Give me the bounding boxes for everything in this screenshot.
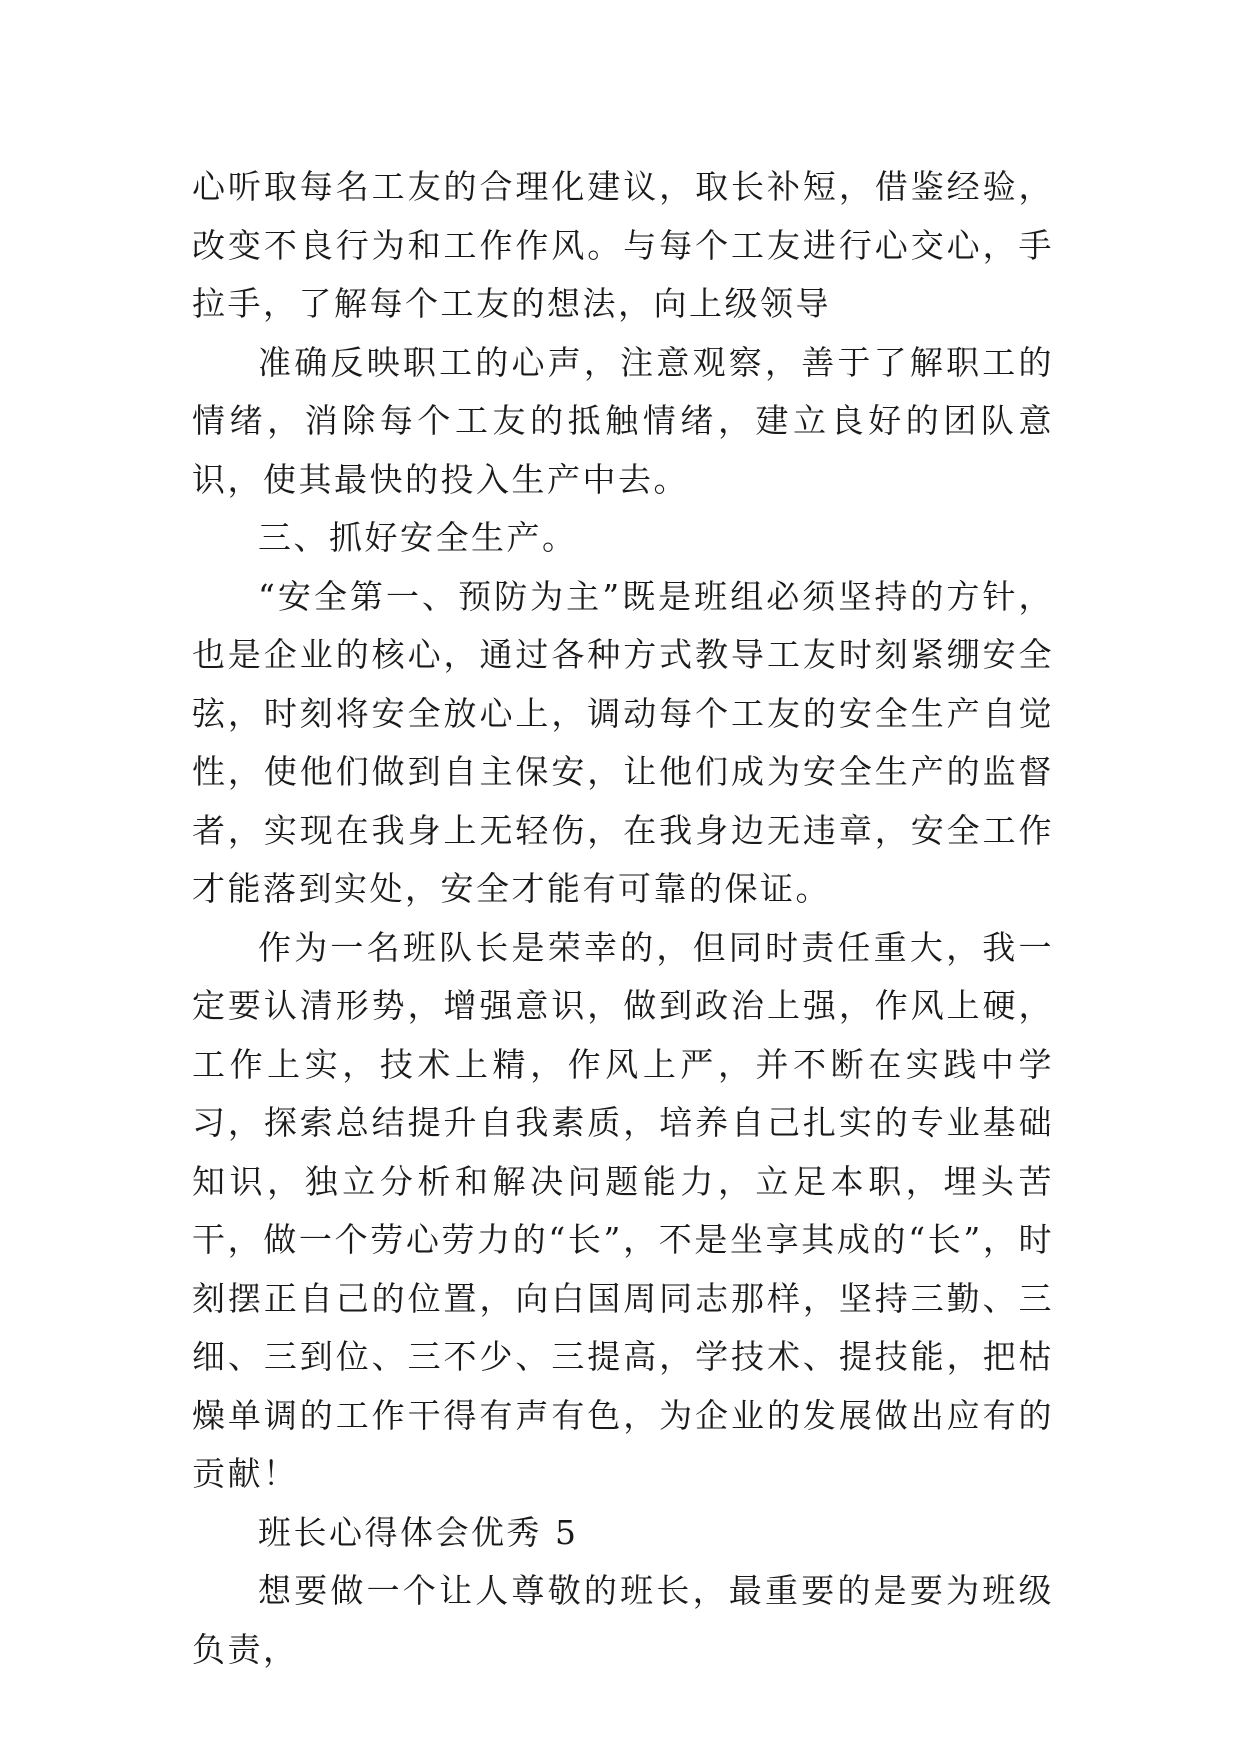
section-heading-safety: 三、抓好安全生产。 xyxy=(258,518,578,557)
paragraph-safety-first: “安全第一、预防为主”既是班组必须坚持的方针，也是企业的核心，通过各种方式教导工友时刻紧绷安全弦，时刻将安全放心上，调动每个工友的安全生产自觉性，使他们做到自主保安，让他们成为安全生产的监督者，实现在我身上无轻伤，在我身边无违章，安全工作才能落到实处，安全才能有可靠的保证。 xyxy=(192,576,1054,908)
section-heading-part-5: 班长心得体会优秀 5 xyxy=(258,1512,579,1552)
paragraph-team-leader-duty: 作为一名班队长是荣幸的，但同时责任重大，我一定要认清形势，增强意识，做到政治上强，作风上硬，工作上实，技术上精，作风上严，并不断在实践中学习，探索总结提升自我素质，培养自己扎实的专业基础知识，独立分析和解决问题能力，立足本职，埋头苦干，做一个劳心劳力的“长”，不是坐享其成的“长”，时刻摆正自己的位置，向白国周同志那样，坚持三勤、三细、三到位、三不少、三提高，学技术、提技能，把枯燥单调的工作干得有声有色，为企业的发展做出应有的贡献！ xyxy=(192,927,1054,1493)
paragraph-continuation: 心听取每名工友的合理化建议，取长补短，借鉴经验，改变不良行为和工作作风。与每个工友进行心交心，手拉手，了解每个工友的想法，向上级领导 xyxy=(192,167,1054,323)
paragraph-worker-sentiment: 准确反映职工的心声，注意观察，善于了解职工的情绪，消除每个工友的抵触情绪，建立良好的团队意识，使其最快的投入生产中去。 xyxy=(192,342,1054,499)
paragraph-respected-monitor: 想要做一个让人尊敬的班长，最重要的是要为班级负责， xyxy=(192,1571,1054,1669)
document-body xyxy=(192,158,1054,1679)
